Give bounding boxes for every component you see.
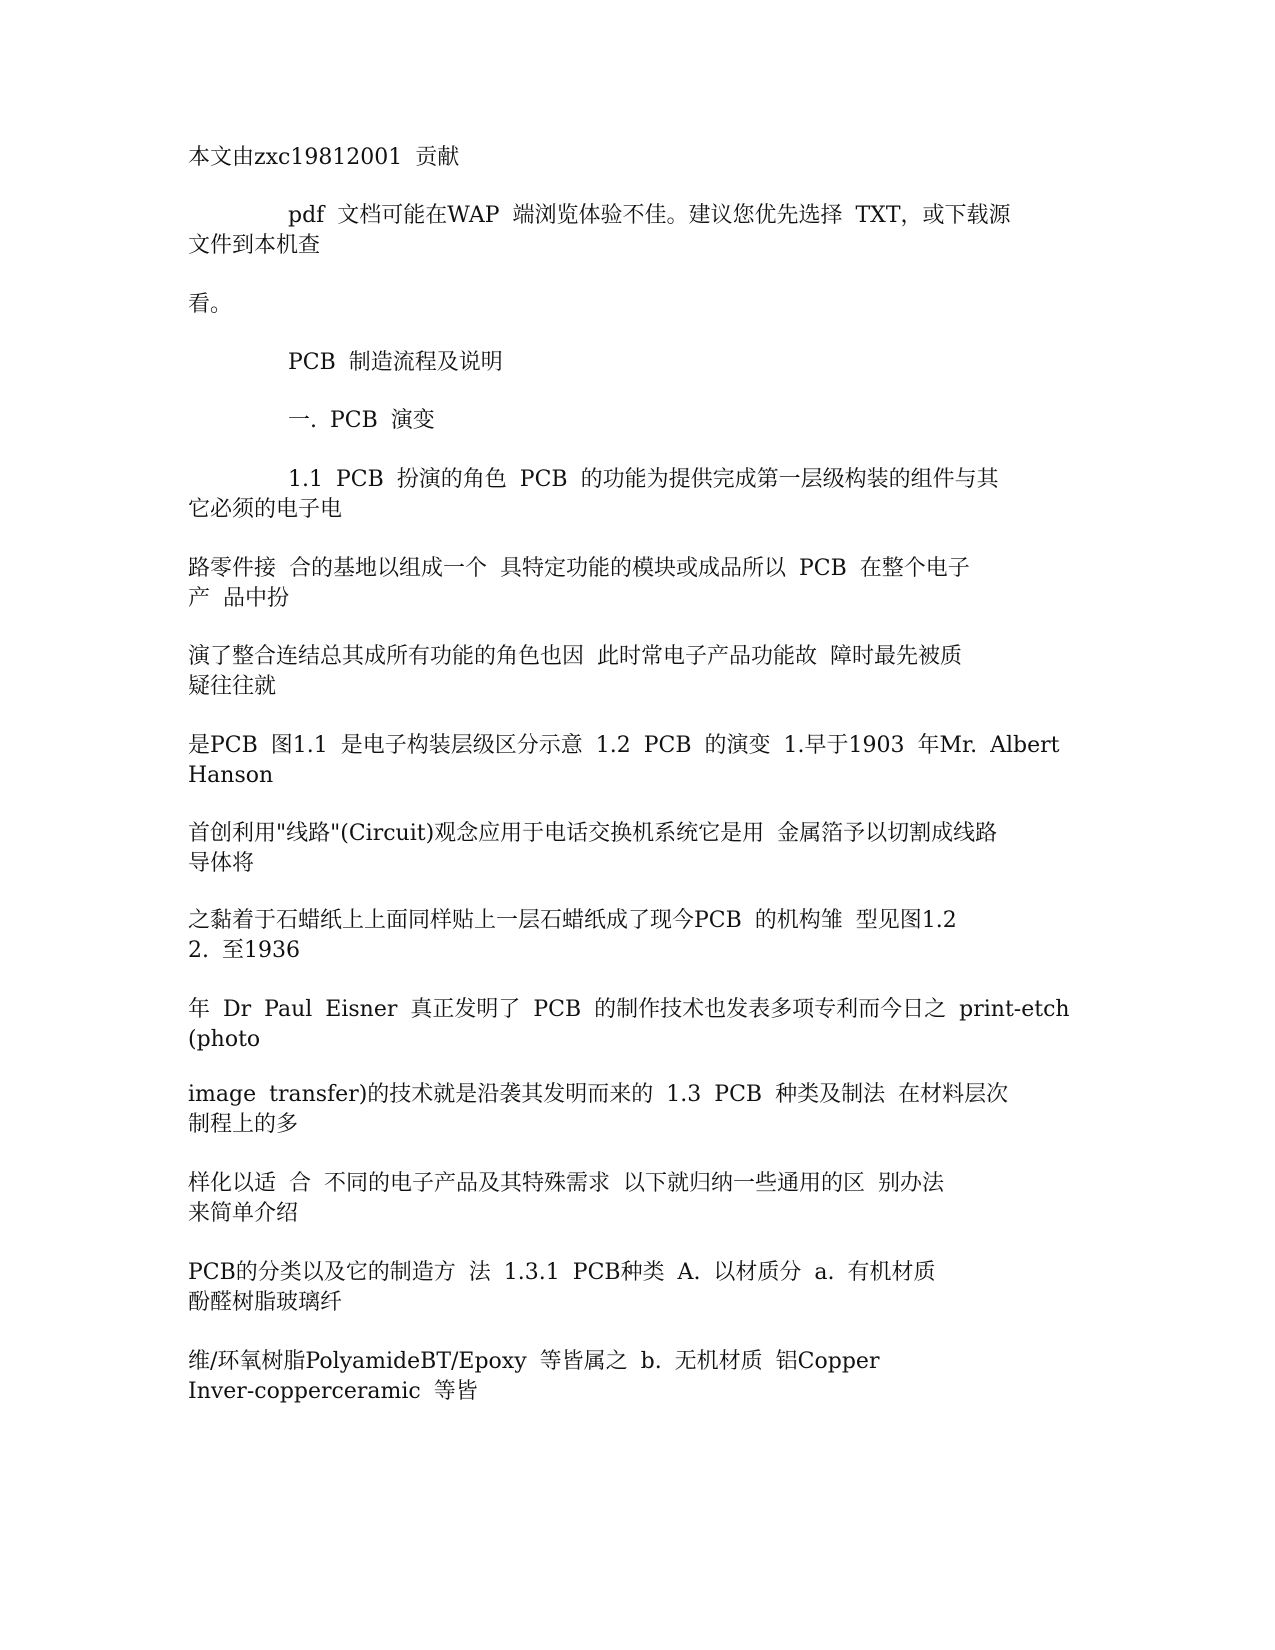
body-text-line: 来简单介绍 [188,1201,299,1226]
body-text-line: 路零件接 合的基地以组成一个 具特定功能的模块或成品所以 PCB 在整个电子 [188,556,970,581]
body-text-line: Inver-copperceramic 等皆 [188,1379,478,1404]
section-heading: 一. PCB 演变 [288,408,435,433]
body-text-line: PCB的分类以及它的制造方 法 1.3.1 PCB种类 A. 以材质分 a. 有机材质 [188,1260,936,1285]
document-title: PCB 制造流程及说明 [288,350,503,375]
notice-line: 看。 [188,292,233,317]
body-text-line: 1.1 PCB 扮演的角色 PCB 的功能为提供完成第一层级构装的组件与其 [288,467,999,492]
body-text-line: 2. 至1936 [188,938,300,963]
body-text-line: 之黏着于石蜡纸上上面同样贴上一层石蜡纸成了现今PCB 的机构雏 型见图1.2 [188,908,957,933]
body-text-line: 酚醛树脂玻璃纤 [188,1290,343,1315]
notice-line: pdf 文档可能在WAP 端浏览体验不佳。建议您优先选择 TXT，或下载源 [288,203,1011,228]
body-text-line: 产 品中扮 [188,586,289,611]
body-text-line: 样化以适 合 不同的电子产品及其特殊需求 以下就归纳一些通用的区 别办法 [188,1171,944,1196]
body-text-line: 维/环氧树脂PolyamideBT/Epoxy 等皆属之 b. 无机材质 铝Copper [188,1349,880,1374]
body-text-line: 演了整合连结总其成所有功能的角色也因 此时常电子产品功能故 障时最先被质 [188,644,962,669]
body-text-line: 它必须的电子电 [188,497,343,522]
body-text-line: 疑往往就 [188,674,277,699]
body-text-line: 是PCB 图1.1 是电子构装层级区分示意 1.2 PCB 的演变 1.早于1903 年Mr. Albert [188,733,1060,758]
contributor-line: 本文由zxc19812001 贡献 [188,145,460,170]
body-text-line: 制程上的多 [188,1112,299,1137]
body-text-line: (photo [188,1027,261,1052]
body-text-line: 导体将 [188,851,255,876]
body-text-line: 首创利用"线路"(Circuit)观念应用于电话交换机系统它是用 金属箔予以切割成线路 [188,821,998,846]
body-text-line: image transfer)的技术就是沿袭其发明而来的 1.3 PCB 种类及制法 在材料层次 [188,1082,1009,1107]
body-text-line: 年 Dr Paul Eisner 真正发明了 PCB 的制作技术也发表多项专利而今日之 print-etch [188,997,1070,1022]
body-text-line: Hanson [188,763,274,788]
notice-line: 文件到本机查 [188,233,321,258]
